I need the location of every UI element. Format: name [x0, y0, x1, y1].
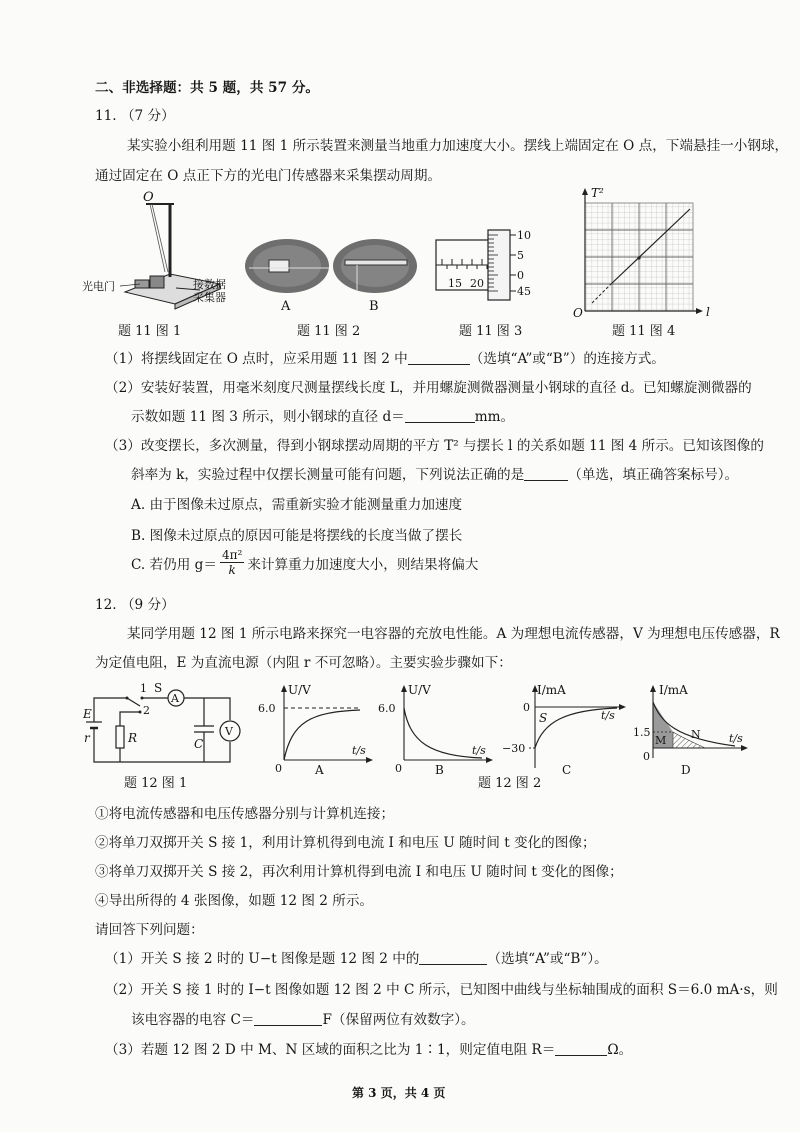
graph-a-x-label: t/s	[352, 744, 366, 757]
q11-part3-text-b: （单选，填正确答案标号）。	[568, 467, 739, 483]
q11-part3-line1: （3）改变摆长，多次测量，得到小钢球摆动周期的平方 T² 与摆长 l 的关系如题 11 图 4 所示。已知该图像的	[105, 438, 764, 454]
q11-fig1-caption: 题 11 图 1	[118, 324, 182, 339]
q12-fig1-caption: 题 12 图 1	[124, 776, 188, 791]
q12-intro-line1: 某同学用题 12 图 1 所示电路来探究一电容器的充放电性能。A 为理想电流传感器，V 为理想电压传感器，R	[127, 626, 780, 642]
fig4-x-label: l	[706, 305, 710, 319]
page-footer: 第 3 页，共 4 页	[352, 1086, 446, 1100]
q12-graph-d	[633, 682, 755, 777]
q11-part1	[105, 347, 665, 367]
q11-option-c	[131, 548, 478, 577]
q12-part3-answer-blank[interactable]	[555, 1041, 607, 1056]
q12-part1-text-b: （选填“A”或“B”）。	[487, 951, 608, 967]
graph-a-origin: 0	[275, 762, 282, 775]
q11-option-c-post: 来计算重力加速度大小，则结果将偏大	[247, 556, 479, 573]
graph-c-y-label: I/mA	[537, 683, 566, 697]
q12-step-2: ②将单刀双掷开关 S 接 1，利用计算机得到电流 I 和电压 U 随时间 t 变化的图像；	[95, 835, 596, 851]
q11-option-a: A. 由于图像未过原点，需重新实验才能测量重力加速度	[131, 497, 463, 513]
q12-part3-text-a: （3）若题 12 图 2 D 中 M、N 区域的面积之比为 1∶1，则定值电阻 R＝	[105, 1042, 556, 1058]
q12-part3	[105, 1038, 632, 1058]
circuit-label-1: 1	[140, 682, 147, 695]
q11-part3-line2	[131, 463, 738, 483]
q12-part2-answer-blank[interactable]	[254, 1011, 322, 1026]
q12-intro-line2: 为定值电阻，E 为直流电源（内阻 r 不可忽略）。主要实验步骤如下：	[95, 655, 512, 671]
q12-graph-b	[378, 682, 500, 777]
q11-option-b: B. 图像未过原点的原因可能是将摆线的长度当做了摆长	[131, 528, 463, 544]
q11-part1-text-b: （选填“A”或“B”）的连接方式。	[469, 351, 665, 367]
fig2-label-a: A	[281, 299, 291, 314]
graph-b-label: B	[435, 763, 444, 777]
q11-option-c-pre: C. 若仍用 g＝	[131, 556, 217, 573]
q11-header: 11. （7 分）	[95, 108, 175, 124]
q11-part3-answer-blank[interactable]	[524, 466, 568, 481]
q11-part1-text-a: （1）将摆线固定在 O 点时，应采用题 11 图 2 中	[105, 351, 408, 367]
q12-graph-a	[258, 682, 380, 777]
fig2-label-b: B	[369, 299, 379, 314]
q11-part2-answer-blank[interactable]	[405, 408, 475, 423]
q11-part2-text-b: mm。	[474, 409, 515, 425]
q12-circuit	[82, 680, 252, 770]
q11-fig2-caption: 题 11 图 2	[297, 324, 361, 339]
graph-d-region-m: M	[655, 734, 667, 747]
fig3-tick-10: 10	[517, 229, 531, 242]
graph-a-y-label: U/V	[288, 683, 311, 697]
graph-d-y-value: 1.5	[633, 726, 651, 739]
graph-a-label: A	[315, 763, 324, 777]
q11-part1-answer-blank[interactable]	[408, 350, 470, 365]
fig3-main-20: 20	[470, 277, 484, 290]
fig3-tick-0: 0	[517, 269, 524, 282]
fig1-label-collector-1: 接数据	[193, 278, 226, 291]
circuit-label-c: C	[194, 737, 204, 751]
fig4-origin: O	[573, 306, 583, 320]
q11-part2-line1: （2）安装好装置，用毫米刻度尺测量摆线长度 L，并用螺旋测微器测量小钢球的直径 d。已知螺旋测微器的	[105, 380, 752, 396]
q11-part2-text-a: 示数如题 11 图 3 所示，则小钢球的直径 d＝	[131, 409, 405, 425]
circuit-label-e: E	[83, 707, 92, 721]
graph-a-y-value: 6.0	[258, 702, 276, 715]
fig3-tick-5: 5	[517, 249, 524, 262]
q12-graph-c	[502, 682, 635, 777]
q11-fig1-apparatus	[80, 192, 250, 322]
q11-fig3-micrometer	[428, 225, 548, 320]
graph-b-x-label: t/s	[472, 744, 486, 757]
q12-part3-text-b: Ω。	[607, 1042, 633, 1058]
fig1-label-o: O	[143, 190, 154, 205]
graph-d-region-n: N	[691, 728, 701, 741]
q11-intro-line2: 通过固定在 O 点正下方的光电门传感器来采集摆动周期。	[95, 168, 442, 184]
circuit-label-r-int: r	[84, 731, 90, 745]
circuit-label-s: S	[154, 681, 163, 695]
q12-step-3: ③将单刀双掷开关 S 接 2，再次利用计算机得到电流 I 和电压 U 随时间 t 变化的图像；	[95, 864, 623, 880]
q12-part2-line2	[131, 1008, 475, 1028]
graph-c-y-value: −30	[502, 742, 526, 755]
graph-d-y-label: I/mA	[659, 683, 688, 697]
q11-part3-text-a: 斜率为 k，实验过程中仅摆长测量可能有问题，下列说法正确的是	[131, 467, 525, 483]
circuit-label-r: R	[128, 731, 138, 745]
graph-c-x-label: t/s	[601, 709, 615, 722]
graph-b-y-label: U/V	[408, 683, 431, 697]
q11-fig4-caption: 题 11 图 4	[612, 324, 676, 339]
fraction-numerator: 4π²	[221, 548, 243, 562]
fig1-label-gate: 光电门	[82, 280, 115, 293]
q11-option-c-fraction	[220, 548, 244, 577]
q12-part2-text-a: 该电容器的电容 C＝	[131, 1012, 255, 1028]
q12-step-1: ①将电流传感器和电压传感器分别与计算机连接；	[95, 806, 395, 822]
fig3-main-15: 15	[448, 277, 462, 290]
q11-fig4-graph	[570, 185, 720, 320]
q11-part2-line2	[131, 405, 514, 425]
q11-intro-line1: 某实验小组利用题 11 图 1 所示装置来测量当地重力加速度大小。摆线上端固定在 O 点，下端悬挂一小钢球，	[127, 138, 789, 154]
q12-part2-line1: （2）开关 S 接 1 时的 I−t 图像如题 12 图 2 中 C 所示，已知图中曲线与坐标轴围成的面积 S＝6.0 mA·s，则	[105, 982, 778, 998]
graph-c-label: C	[562, 763, 572, 777]
fraction-denominator: k	[228, 563, 236, 577]
q12-part1-answer-blank[interactable]	[419, 950, 487, 965]
fig1-label-collector-2: 采集器	[193, 291, 226, 304]
q12-header: 12. （9 分）	[95, 597, 175, 613]
graph-c-origin: 0	[523, 701, 530, 714]
circuit-label-a: A	[171, 692, 179, 705]
q12-prompt: 请回答下列问题：	[95, 922, 204, 938]
q12-part2-text-b: F（保留两位有效数字）。	[322, 1012, 475, 1028]
graph-d-x-label: t/s	[729, 732, 743, 745]
fig3-tick-45: 45	[517, 285, 531, 298]
q12-step-4: ④导出所得的 4 张图像，如题 12 图 2 所示。	[95, 893, 374, 909]
q12-part1-text-a: （1）开关 S 接 2 时的 U−t 图像是题 12 图 2 中的	[105, 951, 420, 967]
section-heading: 二、非选择题：共 5 题，共 57 分。	[95, 80, 320, 96]
fig4-y-label: T²	[591, 186, 604, 200]
q11-fig2-photos	[245, 238, 425, 318]
q12-fig2-caption: 题 12 图 2	[478, 776, 542, 791]
graph-b-origin: 0	[395, 762, 402, 775]
q11-fig3-caption: 题 11 图 3	[459, 324, 523, 339]
graph-b-y-value: 6.0	[378, 702, 396, 715]
graph-d-label: D	[681, 763, 691, 777]
graph-d-origin: 0	[643, 750, 650, 763]
graph-c-area-label: S	[539, 711, 548, 725]
circuit-label-2: 2	[143, 704, 150, 717]
circuit-label-v: V	[225, 725, 233, 738]
q12-part1	[105, 947, 608, 967]
